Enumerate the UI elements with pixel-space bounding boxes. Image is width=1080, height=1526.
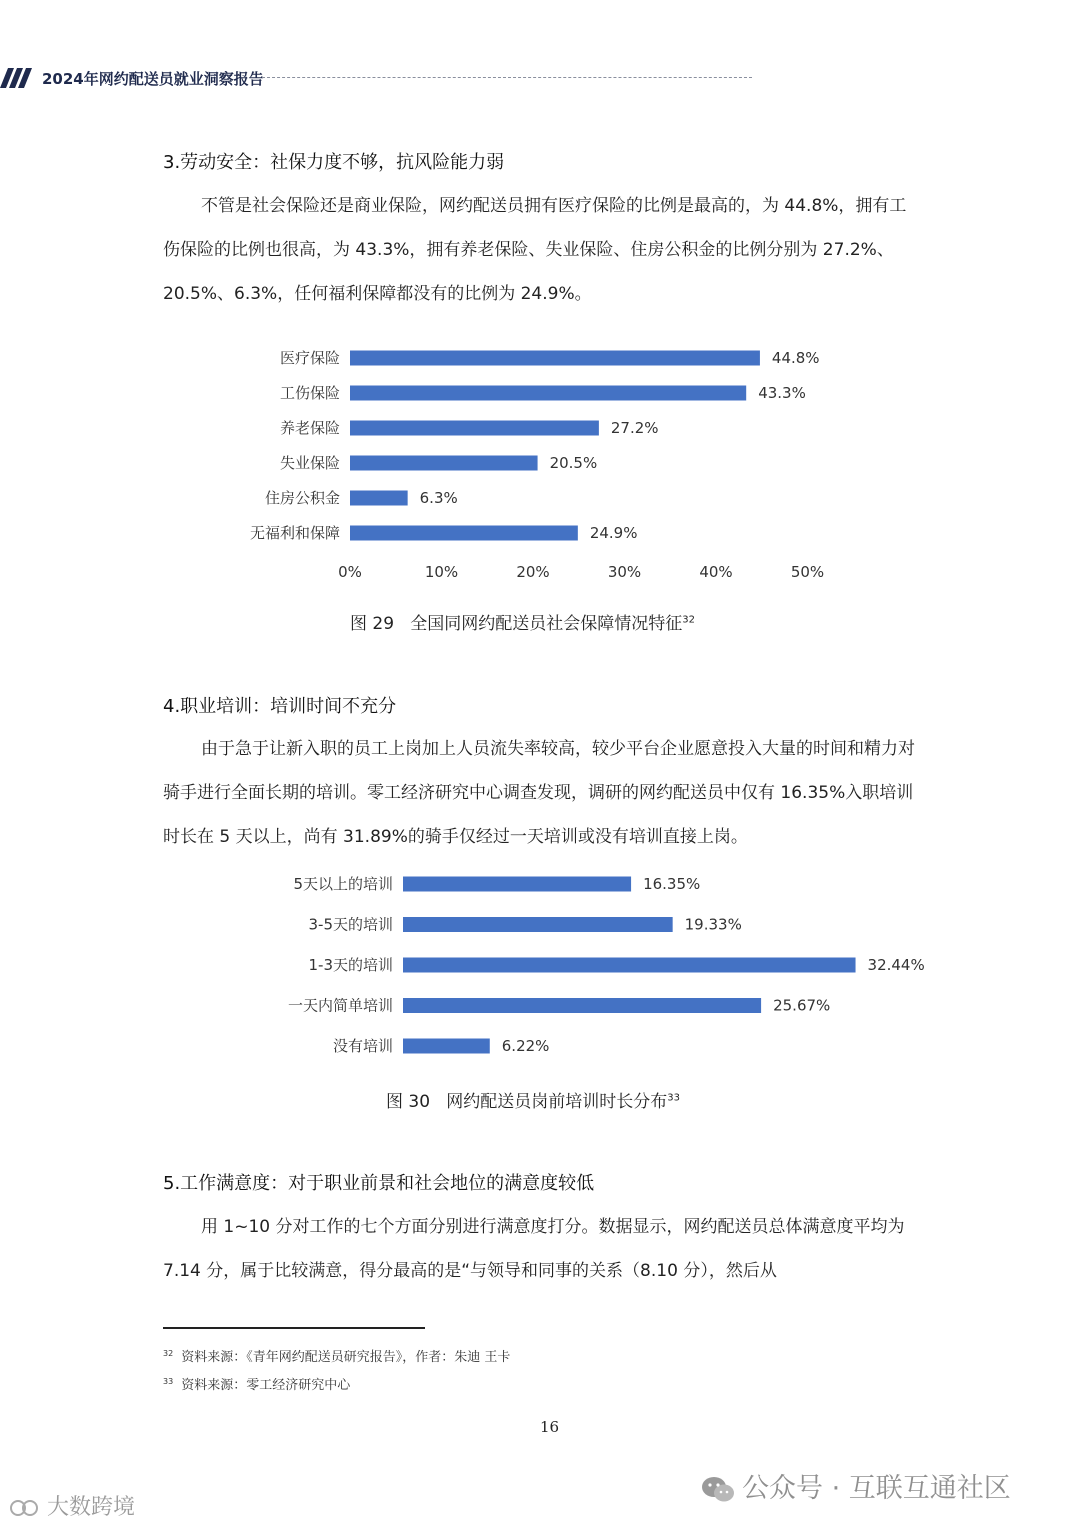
chart1-bar bbox=[350, 526, 578, 541]
chart1-value-label: 24.9% bbox=[589, 524, 638, 542]
footnote-32-num: 32 bbox=[163, 1348, 174, 1358]
figure-29-caption bbox=[350, 609, 695, 634]
chart2-category-label: 一天内简单培训 bbox=[287, 996, 393, 1015]
chart1-tick-label: 0% bbox=[338, 563, 362, 581]
chart1-tick-label: 50% bbox=[790, 563, 825, 581]
chart2-bar bbox=[403, 998, 761, 1013]
chart-social-security bbox=[0, 340, 1080, 580]
header-title: 2024年网约配送员就业洞察报告 bbox=[42, 70, 264, 88]
chart2-bar bbox=[403, 877, 631, 892]
chart2-value-label: 19.33% bbox=[684, 915, 742, 934]
figure-29-label: 图 29 bbox=[350, 614, 395, 634]
chart1-value-label: 27.2% bbox=[610, 419, 659, 437]
chart2-value-label: 16.35% bbox=[643, 875, 701, 893]
footnote-33 bbox=[163, 1374, 350, 1393]
chart2-category-label: 1-3天的培训 bbox=[308, 956, 393, 974]
chart2-bar bbox=[403, 958, 856, 973]
footnote-33-num: 33 bbox=[163, 1376, 174, 1386]
chart1-value-label: 6.3% bbox=[419, 489, 458, 507]
section-4-paragraph: 由于急于让新入职的员工上岗加上人员流失率较高，较少平台企业愿意投入大量的时间和精力对骑手进行全面长期的培训。零工经济研究中心调查发现，调研的网约配送员中仅有 16.35%入职培训时长在 5 天以上，尚有 31.89%的骑手仅经过一天培训或没有培训直接上岗。 bbox=[163, 739, 915, 847]
page-header bbox=[0, 62, 760, 92]
page-number: 16 bbox=[540, 1418, 560, 1436]
chart1-value-label: 20.5% bbox=[549, 454, 598, 472]
chart1-bar bbox=[350, 421, 599, 436]
chart2-bar bbox=[403, 917, 673, 932]
chart1-value-label: 43.3% bbox=[758, 384, 806, 402]
chart2-category-label: 3-5天的培训 bbox=[308, 915, 393, 934]
footnote-33-text: 资料来源：零工经济研究中心 bbox=[181, 1378, 351, 1393]
watermark-right bbox=[700, 1466, 1011, 1505]
chart1-category-label: 住房公积金 bbox=[264, 489, 340, 507]
chart1-tick-label: 30% bbox=[607, 563, 642, 581]
section-3-paragraph: 不管是社会保险还是商业保险，网约配送员拥有医疗保险的比例是最高的，为 44.8%，拥有工伤保险的比例也很高，为 43.3%，拥有养老保险、失业保险、住房公积金的比例分别为 27.2%、20.5%、6.3%，任何福利保障都没有的比例为 24.9%。 bbox=[163, 196, 907, 304]
figure-29-title: 全国同网约配送员社会保障情况特征 bbox=[410, 614, 683, 634]
footnote-32-text: 资料来源：《青年网约配送员研究报告》，作者：朱迪 王卡 bbox=[181, 1350, 511, 1365]
watermark-right-text: 公众号 · 互联互通社区 bbox=[742, 1473, 1011, 1504]
chart1-category-label: 养老保险 bbox=[279, 419, 340, 437]
header-divider bbox=[262, 77, 752, 78]
watermark-logo-icon bbox=[10, 1498, 40, 1518]
chart1-tick-label: 20% bbox=[516, 563, 550, 581]
chart1-tick-label: 10% bbox=[424, 563, 459, 581]
chart2-value-label: 32.44% bbox=[867, 956, 925, 974]
section-4-heading: 4.职业培训：培训时间不充分 bbox=[163, 696, 397, 717]
chart1-category-label: 失业保险 bbox=[279, 454, 340, 472]
figure-30-note: 33 bbox=[667, 1092, 680, 1104]
chart2-category-label: 没有培训 bbox=[332, 1037, 393, 1055]
chart1-category-label: 医疗保险 bbox=[279, 349, 340, 367]
chart1-tick-label: 40% bbox=[699, 563, 733, 581]
header-logo-icon bbox=[0, 68, 36, 88]
chart2-bar bbox=[403, 1039, 490, 1054]
footnote-rule bbox=[163, 1327, 425, 1329]
chart1-category-label: 无福利和保障 bbox=[249, 524, 340, 542]
section-3-heading: 3.劳动安全：社保力度不够，抗风险能力弱 bbox=[163, 152, 505, 173]
chart1-value-label: 44.8% bbox=[771, 349, 820, 367]
figure-30-label: 图 30 bbox=[386, 1092, 431, 1112]
chart1-bar bbox=[350, 456, 538, 471]
chart-training-duration bbox=[0, 866, 1080, 1066]
chart1-category-label: 工伤保险 bbox=[279, 384, 340, 402]
figure-30-title: 网约配送员岗前培训时长分布 bbox=[446, 1092, 668, 1112]
watermark-left bbox=[10, 1490, 135, 1521]
chart1-bar bbox=[350, 351, 760, 366]
figure-29-note: 32 bbox=[682, 614, 695, 626]
watermark-left-text: 大数跨境 bbox=[47, 1495, 136, 1520]
chart2-value-label: 6.22% bbox=[501, 1037, 550, 1055]
footnote-32 bbox=[163, 1346, 510, 1365]
chart2-value-label: 25.67% bbox=[773, 996, 831, 1015]
chart1-bar bbox=[350, 491, 408, 506]
chart2-category-label: 5天以上的培训 bbox=[293, 875, 393, 893]
section-5-heading: 5.工作满意度：对于职业前景和社会地位的满意度较低 bbox=[163, 1173, 595, 1194]
section-5-paragraph: 用 1~10 分对工作的七个方面分别进行满意度打分。数据显示，网约配送员总体满意度平均为 7.14 分，属于比较满意，得分最高的是“与领导和同事的关系（8.10 分），然后从 bbox=[163, 1217, 905, 1281]
figure-30-caption bbox=[386, 1087, 680, 1112]
chart1-bar bbox=[350, 386, 746, 401]
wechat-icon bbox=[700, 1475, 736, 1505]
